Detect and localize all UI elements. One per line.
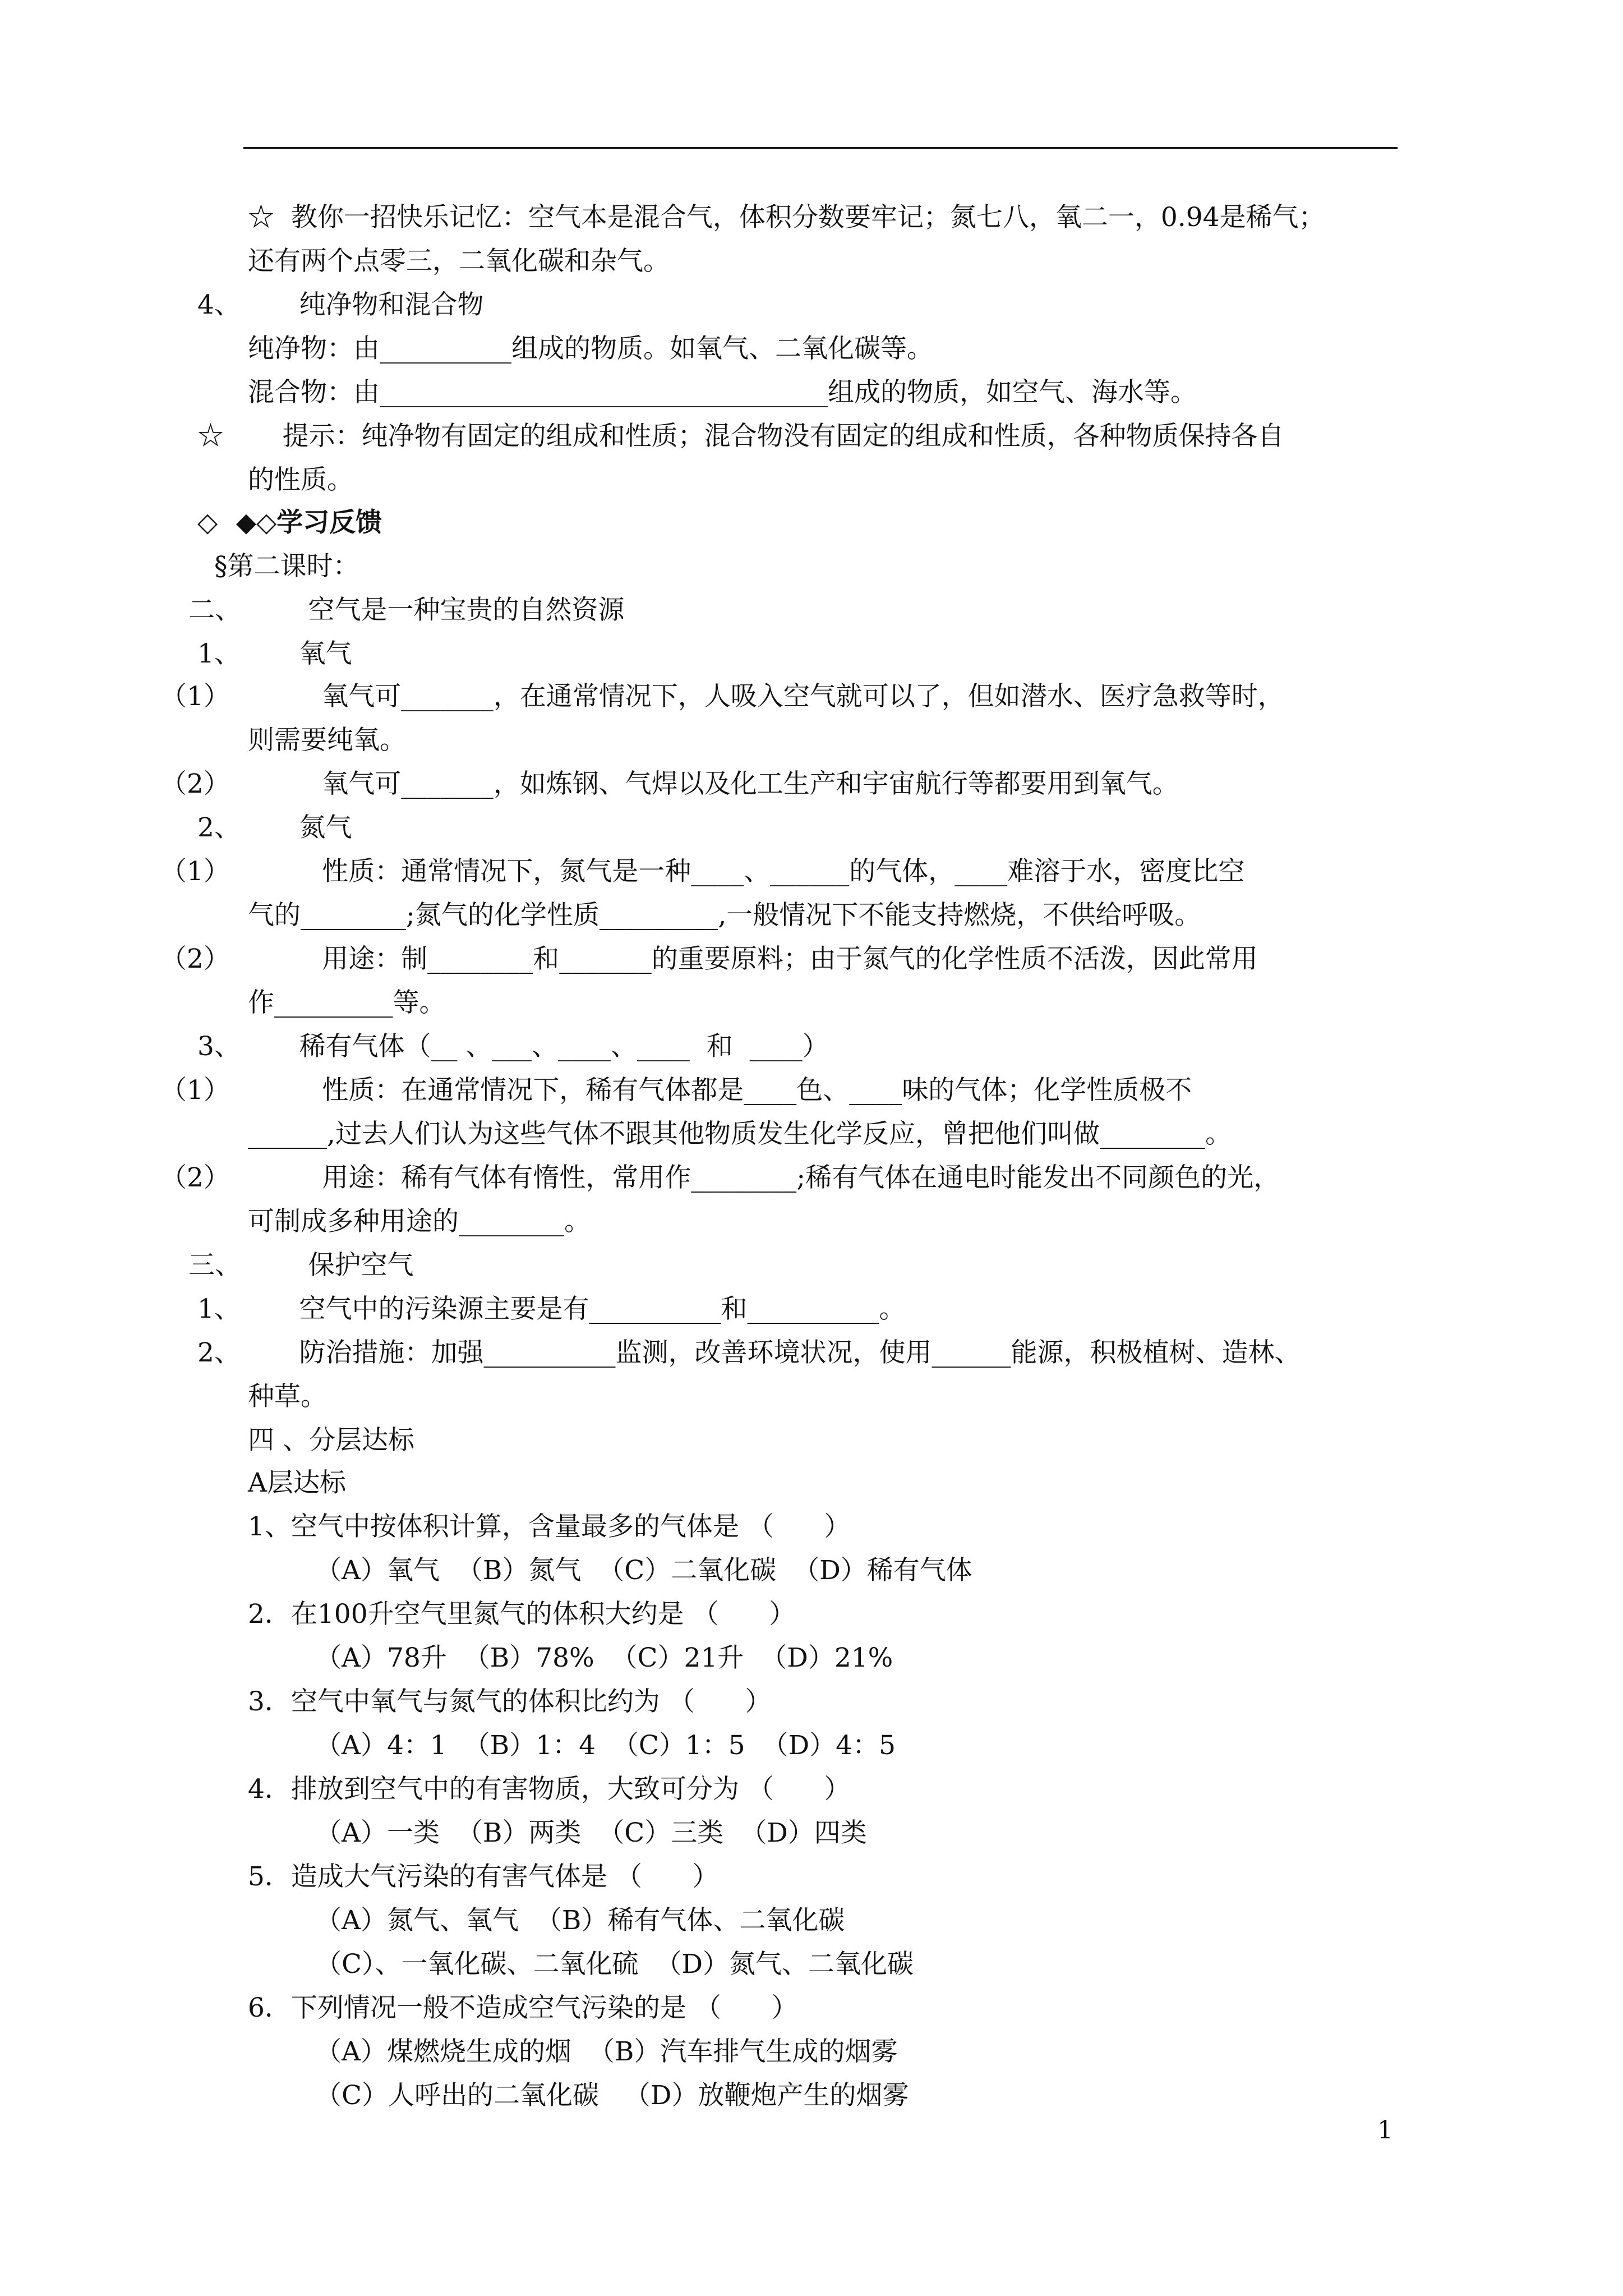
text-line: （1） 氧气可_______，在通常情况下，人吸入空气就可以了，但如潜水、医疗急救等时，: [160, 681, 1284, 712]
text-line: A层达标: [248, 1467, 346, 1498]
text-line: 还有两个点零三，二氧化碳和杂气。: [248, 246, 670, 277]
text-line: （2） 氧气可_______，如炼钢、气焊以及化工生产和宇宙航行等都要用到氧气。: [160, 769, 1179, 799]
text-line: 1、 氧气: [197, 638, 352, 669]
text-line: ☆ 提示：纯净物有固定的组成和性质；混合物没有固定的组成和性质，各种物质保持各自: [197, 421, 1284, 452]
text-line: （2） 用途：制________和_______的重要原料；由于氮气的化学性质不活泼，因此常用: [160, 944, 1258, 974]
text-line: （1） 性质：在通常情况下，稀有气体都是____色、____味的气体；化学性质极不: [160, 1075, 1192, 1106]
text-line: 2、 防治措施：加强__________监测，改善环境状况，使用______能源，积极植树、造林、: [197, 1337, 1301, 1368]
text-line: 可制成多种用途的________。: [248, 1206, 591, 1237]
question: 3．空气中氧气与氮气的体积比约为 （ ）: [248, 1686, 772, 1717]
options: （A）煤燃烧生成的烟 （B）汽车排气生成的烟雾: [315, 2036, 898, 2067]
question: 1、空气中按体积计算，含量最多的气体是 （ ）: [248, 1511, 851, 1542]
question: 2．在100升空气里氮气的体积大约是 （ ）: [248, 1599, 796, 1630]
question: 6．下列情况一般不造成空气污染的是 （ ）: [248, 1993, 798, 2023]
text-line: §第二课时：: [214, 551, 359, 582]
text-line: 四 、分层达标: [248, 1425, 414, 1456]
text-line: 1、 空气中的污染源主要是有__________和__________。: [197, 1294, 906, 1324]
section-heading: ◇ ◆◇学习反馈: [197, 507, 382, 538]
options: （A）氮气、氧气 （B）稀有气体、二氧化碳: [315, 1905, 845, 1936]
text-line: 二、 空气是一种宝贵的自然资源: [188, 595, 625, 625]
options: （A）一类 （B）两类 （C）三类 （D）四类: [315, 1818, 867, 1848]
page-number: 1: [1377, 2116, 1393, 2145]
text-line: 三、 保护空气: [188, 1250, 414, 1281]
text-line: 3、 稀有气体（__ 、___、____、____ 和 ____）: [197, 1031, 829, 1062]
header-rule: [243, 147, 1398, 149]
options: （C）、一氧化碳、二氧化硫 （D）氮气、二氧化碳: [315, 1949, 914, 1980]
text-line: 纯净物：由__________组成的物质。如氧气、二氧化碳等。: [248, 333, 933, 364]
text-line: 混合物：由__________________________________组成的物质，如空气、海水等。: [248, 377, 1197, 408]
text-line: 的性质。: [248, 464, 353, 495]
options: （A）4：1 （B）1：4 （C）1：5 （D）4：5: [315, 1730, 896, 1761]
options: （C）人呼出的二氧化碳 （D）放鞭炮产生的烟雾: [315, 2080, 909, 2111]
text-line: 作_________等。: [248, 987, 446, 1018]
text-line: ☆ 教你一招快乐记忆：空气本是混合气，体积分数要牢记；氮七八，氧二一，0.94是稀气；: [248, 202, 1325, 233]
question: 4．排放到空气中的有害物质，大致可分为 （ ）: [248, 1774, 851, 1805]
options: （A）氧气 （B）氮气 （C）二氧化碳 （D）稀有气体: [315, 1555, 972, 1586]
text-line: （2） 用途：稀有气体有惰性，常用作________;稀有气体在通电时能发出不同颜色的光，: [160, 1162, 1280, 1193]
options: （A）78升 （B）78% （C）21升 （D）21%: [315, 1642, 893, 1673]
text-line: （1） 性质：通常情况下，氮气是一种____、______的气体，____难溶于水，密度比空: [160, 856, 1245, 887]
text-line: ______,过去人们认为这些气体不跟其他物质发生化学反应，曾把他们叫做________。: [248, 1119, 1232, 1149]
text-line: 种草。: [248, 1381, 327, 1412]
text-line: 则需要纯氧。: [248, 725, 406, 756]
question: 5．造成大气污染的有害气体是 （ ）: [248, 1861, 719, 1892]
text-line: 气的________;氮气的化学性质_________,一般情况下不能支持燃烧，不供给呼吸。: [248, 900, 1201, 931]
text-line: 4、 纯净物和混合物: [197, 289, 484, 320]
text-line: 2、 氮气: [197, 812, 352, 843]
